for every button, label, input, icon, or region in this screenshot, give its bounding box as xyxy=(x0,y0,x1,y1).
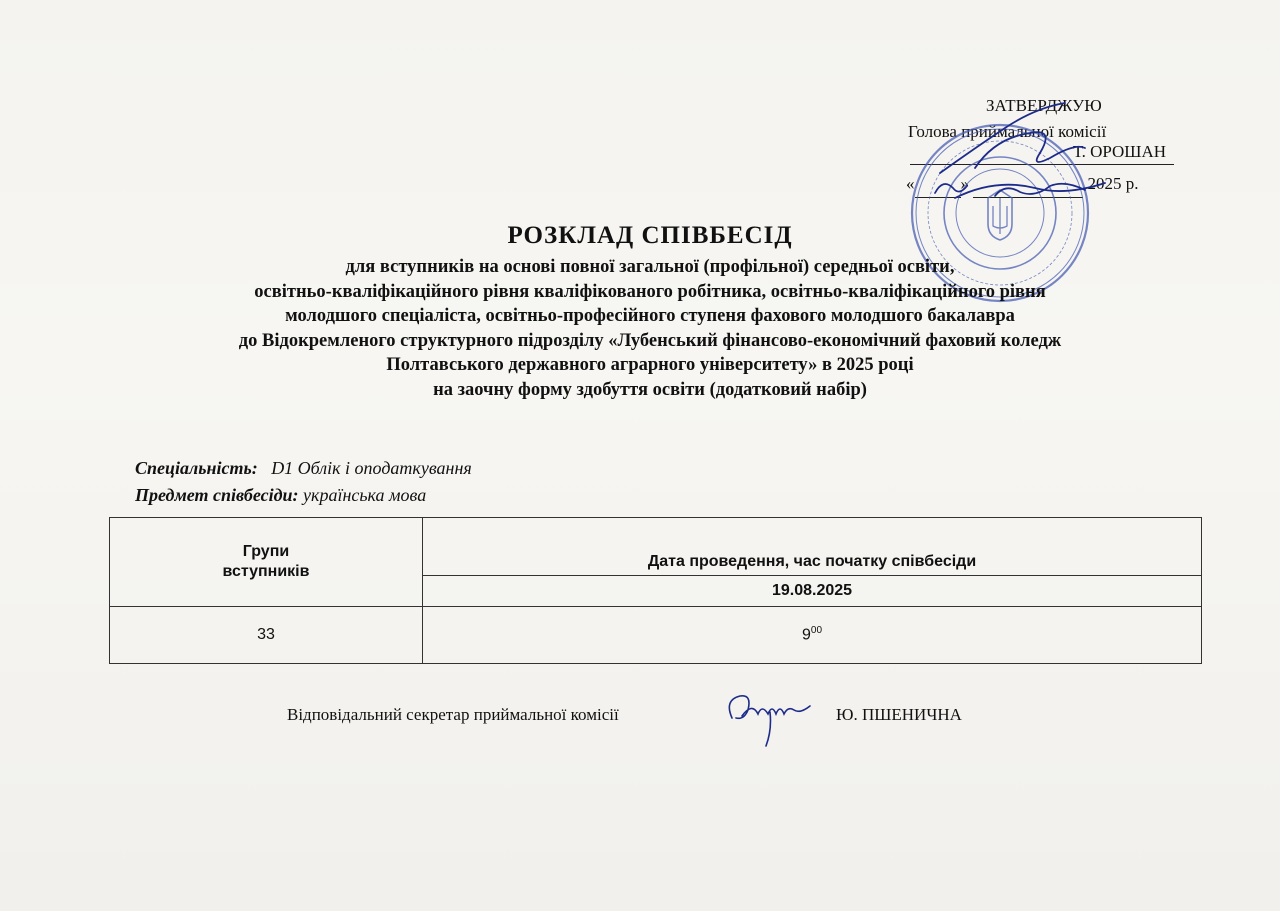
subtitle-line: молодшого спеціаліста, освітньо-професійного ступеня фахового молодшого бакалавра xyxy=(285,306,1015,326)
cell-time: $9^{00}$ xyxy=(423,607,1202,664)
table-row xyxy=(110,607,1202,664)
document-subtitle xyxy=(0,255,1280,402)
approve-heading: ЗАТВЕРДЖУЮ xyxy=(986,96,1102,115)
exam-meta xyxy=(135,455,472,509)
document-title: РОЗКЛАД СПІВБЕСІД xyxy=(507,222,793,249)
date-year: 2025 р. xyxy=(1087,174,1139,193)
subtitle-line: освітньо-кваліфікаційного рівня кваліфікованого робітника, освітньо-кваліфікаційного рівня xyxy=(254,281,1046,302)
subtitle-line: для вступників на основі повної загальної (профільної) середньої освіти, xyxy=(345,257,955,277)
approval-date: « » 2025 р. xyxy=(906,170,1139,198)
specialty-row xyxy=(135,455,472,482)
secretary-title: Відповідальний секретар приймальної комісії xyxy=(287,705,619,724)
header-group: Групи вступників xyxy=(110,518,423,607)
approver-position: Голова приймальної комісії xyxy=(908,122,1107,141)
header-date-time: Дата проведення, час початку співбесіди xyxy=(423,518,1202,576)
subject-label: Предмет співбесіди: xyxy=(135,485,299,505)
date-handwriting-icon xyxy=(925,168,1125,208)
header-date-value: 19.08.2025 xyxy=(423,576,1202,607)
subtitle-line: до Відокремленого структурного підрозділу «Лубенський фінансово-економічний фаховий коледж xyxy=(238,330,1062,351)
subject-value: українська мова xyxy=(303,485,427,505)
subtitle-line: на заочну форму здобуття освіти (додатковий набір) xyxy=(433,379,867,400)
subject-row xyxy=(135,482,472,509)
specialty-label: Спеціальність: xyxy=(135,458,258,478)
secretary-name: Ю. ПШЕНИЧНА xyxy=(836,705,962,724)
schedule-table xyxy=(109,517,1202,664)
cell-group: 33 xyxy=(110,607,423,664)
specialty-value: D1 Облік і оподаткування xyxy=(271,458,472,478)
approver-name: Т. ОРОШАН xyxy=(1072,142,1166,161)
secretary-signature-icon xyxy=(718,680,818,750)
subtitle-line: Полтавського державного аграрного університету» в 2025 році xyxy=(386,355,914,375)
